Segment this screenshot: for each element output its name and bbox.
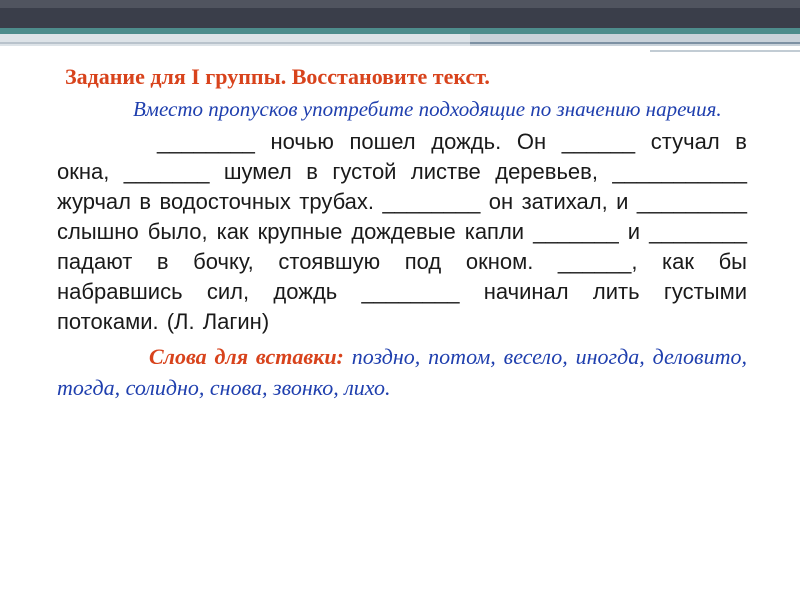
decorative-thin-line — [650, 50, 800, 52]
decorative-line-left — [0, 42, 470, 44]
insert-words-label: Слова для вставки: — [149, 344, 344, 369]
task-title: Задание для I группы. Восстановите текст. — [65, 64, 490, 89]
insert-words-list: поздно, потом, весело, иногда, деловито, тогда, солидно, снова, звонко, лихо. — [57, 344, 747, 400]
exercise-text: ________ ночью пошел дождь. Он ______ стучал в окна, _______ шумел в густой листве деревьев, ___________ журчал в водосточных трубах. ________ он затихал, и _________ слышно было, как крупные дождевые капли _______ и ________ падают в бочку, стоявшую под окном. ______, как бы набравшись сил, дождь ________ начинал лить густыми потоками. (Л. Лагин) — [57, 129, 747, 334]
decorative-stripe-right — [470, 34, 800, 46]
decorative-stripe-left — [0, 34, 470, 46]
task-instruction: Вместо пропусков употребите подходящие по значению наречия. — [133, 97, 722, 121]
top-banner-highlight — [0, 0, 800, 8]
top-banner — [0, 0, 800, 28]
slide-content — [57, 62, 747, 403]
decorative-line-right — [470, 42, 800, 44]
insert-words — [57, 341, 747, 403]
